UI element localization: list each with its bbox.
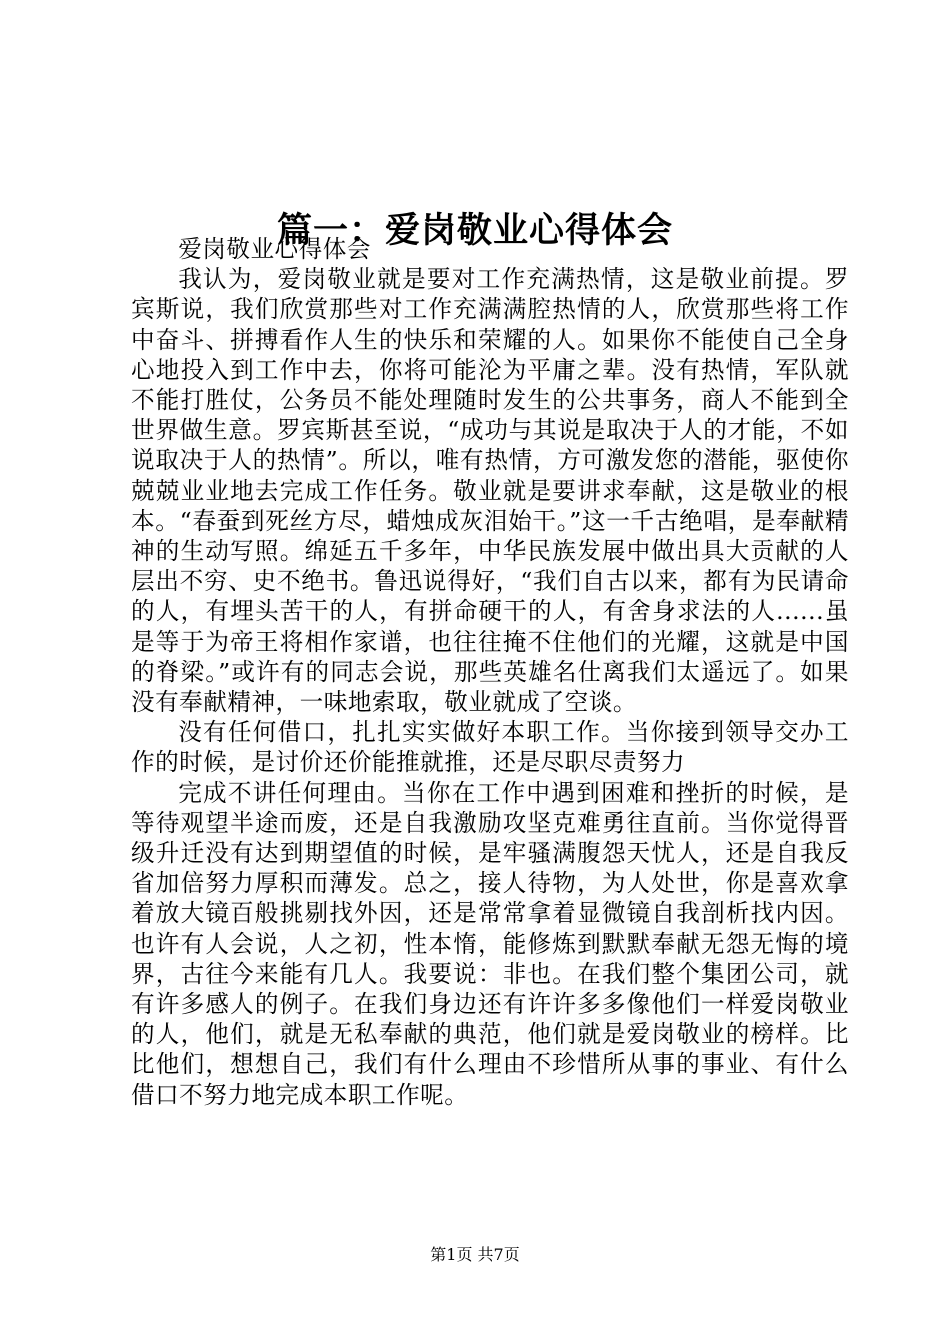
body-paragraph: 爱岗敬业心得体会: [178, 235, 371, 263]
document-title: 篇一：爱岗敬业心得体会: [276, 210, 673, 252]
page-number-footer: 第1页 共7页: [430, 1245, 520, 1264]
body-paragraph: 我认为，爱岗敬业就是要对工作充满热情，这是敬业前提。罗宾斯说，我们欣赏那些对工作充满满腔热情的人，欣赏那些将工作中奋斗、拼搏看作人生的快乐和荣耀的人。如果你不能使自己全身心地投入到工作中去，你将可能沦为平庸之辈。没有热情，军队就不能打胜仗，公务员不能处理随时发生的公共事务，商人不能到全世界做生意。罗宾斯甚至说，“成功与其说是取决于人的才能，不如说取决于人的热情”。所以，唯有热情，方可激发您的潜能，驱使你兢兢业业地去完成工作任务。敬业就是要讲求奉献，这是敬业的根本。“春蚕到死丝方尽，蜡烛成灰泪始干。”这一千古绝唱，是奉献精神的生动写照。绵延五千多年，中华民族发展中做出具大贡献的人层出不穷、史不绝书。鲁迅说得好，“我们自古以来，都有为民请命的人，有埋头苦干的人，有拼命硬干的人，有舍身求法的人......虽是等于为帝王将相作家谱，也往往掩不住他们的光耀，这就是中国的脊梁。”或许有的同志会说，那些英雄名仕离我们太遥远了。如果没有奉献精神，一味地索取，敬业就成了空谈。: [131, 265, 849, 717]
document-body: [131, 234, 849, 1110]
body-paragraph: 没有任何借口，扎扎实实做好本职工作。当你接到领导交办工作的时候，是讨价还价能推就推，还是尽职尽责努力: [131, 718, 849, 777]
body-paragraph: 完成不讲任何理由。当你在工作中遇到困难和挫折的时候，是等待观望半途而废，还是自我激励攻坚克难勇往直前。当你觉得晋级升迁没有达到期望值的时候，是牢骚满腹怨天忧人，还是自我反省加倍努力厚积而薄发。总之，接人待物，为人处世，你是喜欢拿着放大镜百般挑剔找外因，还是常常拿着显微镜自我剖析找内因。也许有人会说，人之初，性本惰，能修炼到默默奉献无怨无悔的境界，古往今来能有几人。我要说：非也。在我们整个集团公司，就有许多感人的例子。在我们身边还有许许多多像他们一样爱岗敬业的人，他们，就是无私奉献的典范，他们就是爱岗敬业的榜样。比比他们，想想自己，我们有什么理由不珍惜所从事的事业、有什么借口不努力地完成本职工作呢。: [131, 778, 849, 1109]
